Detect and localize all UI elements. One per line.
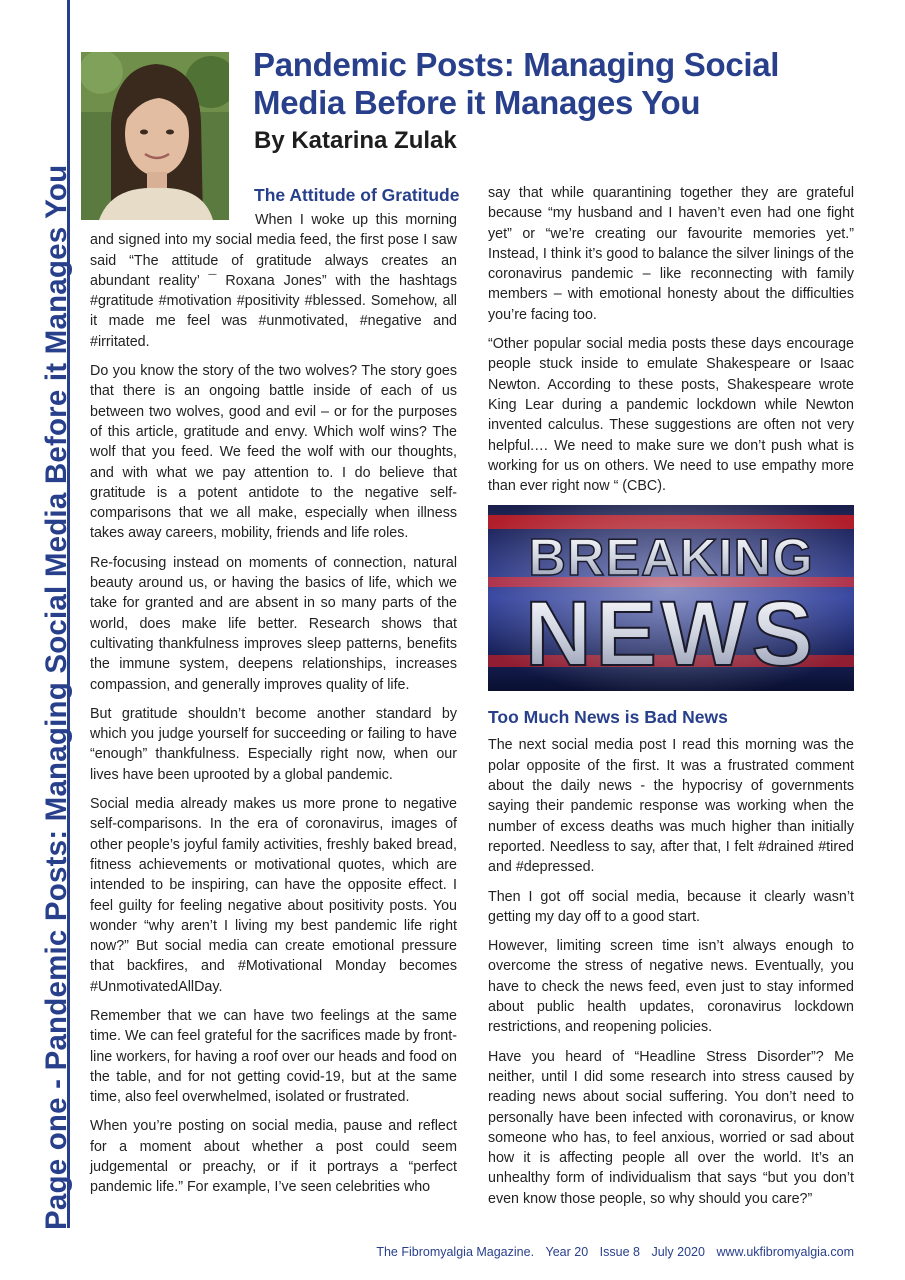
right-column: [488, 183, 854, 1218]
paragraph: Then I got off social media, because it clearly wasn’t getting my day off to a good start.: [488, 888, 854, 925]
footer-date: July 2020: [651, 1245, 705, 1259]
paragraph: Do you know the story of the two wolves? The story goes that there is an ongoing battle inside of each of us between two wolves, good and evil – or for the purposes of this article, gratitude and envy. Which wolf wins? The wolf that you feed. We feed the wolf with our thoughts, and with what we pay attention to. I do believe that gratitude is a potent antidote to the negative self-comparisons that we all make, especially when illness takes away careers, mobility, friends and life roles.: [90, 363, 457, 542]
article-title: Pandemic Posts: Managing Social Media Before it Manages You: [253, 46, 780, 121]
paragraph: But gratitude shouldn’t become another standard by which you judge yourself for succeeding or failing to have “enough” thankfulness. Especially right now, when our lives have been uprooted by a global pandemic.: [90, 705, 457, 783]
left-column: [90, 183, 460, 1207]
side-page-title: Page one - Pandemic Posts: Managing Social Media Before it Manages You: [40, 164, 73, 1230]
image-text-news: NEWS: [525, 583, 817, 686]
paragraph: When you’re posting on social media, pause and reflect for a moment about whether a post could seem judgemental or preachy, or if it portrays a “perfect pandemic life.” For example, I’ve seen celebrities who: [90, 1118, 457, 1196]
article-byline: By Katarina Zulak: [254, 127, 457, 154]
paragraph: Re-focusing instead on moments of connection, natural beauty around us, or having the basics of life, which we take for granted and are absent in so many parts of the world, does make life better. Research shows that cultivating thankfulness improves sleep patterns, benefits the immune system, deepens relationships, increases compassion, and generally improves quality of life.: [90, 554, 457, 693]
paragraph: The next social media post I read this morning was the polar opposite of the first. It was a frustrated comment about the daily news - the hypocrisy of governments saying their pandemic response was working when the number of excess deaths was much higher than initially reported. Needless to say, after that, I felt #drained #tired and #depressed.: [488, 737, 854, 876]
page-footer: [376, 1245, 854, 1259]
paragraph: However, limiting screen time isn’t always enough to overcome the stress of negative news. Eventually, you have to check the news feed, even just to stay informed about public health updates, coronavirus lockdown restrictions, and reopening policies.: [488, 938, 854, 1036]
paragraph: say that while quarantining together they are grateful because “my husband and I haven’t even had one fight yet” or “we’re creating our favourite memories yet.” Instead, I think it’s good to balance the silver linings of the coronavirus pandemic – like reconnecting with family members – with emotional honesty about the difficulties you’re facing too.: [488, 185, 854, 323]
paragraph: Remember that we can have two feelings at the same time. We can feel grateful for the sacrifices made by front-line workers, for having a roof over our heads and food on the table, and for not getting covid-19, but at the same time, also feel overwhelmed, isolated or frustrated.: [90, 1007, 457, 1106]
breaking-news-image: [488, 505, 854, 691]
paragraph: Social media already makes us more prone to negative self-comparisons. In the era of coronavirus, images of other people’s joyful family activities, freshly baked bread, fitness achievements or motivational quotes, which are intended to be inspiring, can have the opposite effect. I feel guilty for feeling negative about positivity posts. You wonder “why aren’t I living my best pandemic life right now?” But social media can create emotional pressure that backfires, and #Motivational Monday becomes #UnmotivatedAllDay.: [90, 796, 457, 995]
footer-website: www.ukfibromyalgia.com: [716, 1245, 854, 1259]
footer-year: Year 20: [545, 1245, 589, 1259]
paragraph: “Other popular social media posts these days encourage people stuck inside to emulate Shakespeare or Isaac Newton. According to these posts, Shakespeare wrote King Lear during a pandemic lockdown while Newton invented calculus. These suggestions are often not very helpful.… We need to make sure we don’t push what is working for us on others. We need to use empathy more than ever right now “ (CBC).: [488, 336, 854, 495]
image-text-breaking: BREAKING: [528, 529, 814, 588]
section-heading-news: Too Much News is Bad News: [488, 707, 728, 728]
footer-issue: Issue 8: [599, 1245, 640, 1259]
section-heading-gratitude: The Attitude of Gratitude: [254, 185, 460, 205]
footer-magazine: The Fibromyalgia Magazine.: [376, 1245, 535, 1259]
paragraph: When I woke up this morning and signed into my social media feed, the first pose I saw said “The attitude of gratitude always creates an abundant reality’ ¯ Roxana Jones” with the hashtags #gratitude #motivation #positivity #blessed. Somehow, all it made me feel was #unmotivated, #negative and #irritated.: [90, 212, 457, 350]
paragraph: Have you heard of “Headline Stress Disorder”? Me neither, until I did some research into stress caused by reading news about social suffering. You don’t need to personally have been infected with coronavirus, or know someone who has, to feel anxious, worried or sad about how it is affecting people all over the world. It’s an unhealthy form of individualism that says “but you don’t even know those people, so why should you care?”: [488, 1048, 854, 1207]
